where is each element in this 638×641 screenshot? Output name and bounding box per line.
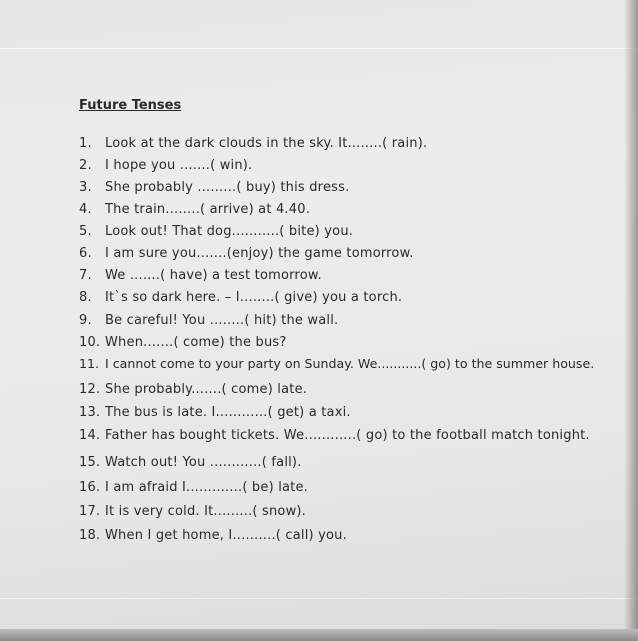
item-text: I hope you .......( win). <box>105 158 253 173</box>
exercise-item <box>79 382 307 397</box>
item-text: Be careful! You ........( hit) the wall. <box>105 313 339 328</box>
item-number: 12. <box>79 382 101 397</box>
exercise-item <box>79 428 590 443</box>
item-number: 2. <box>79 158 92 173</box>
exercise-item <box>79 202 310 217</box>
item-text: Watch out! You ............( fall). <box>105 455 302 470</box>
item-text: It is very cold. It.........( snow). <box>105 504 307 519</box>
item-text: Look at the dark clouds in the sky. It........( rain). <box>105 136 428 151</box>
exercise-item <box>79 504 306 519</box>
item-number: 1. <box>79 136 92 151</box>
exercise-item <box>79 405 351 420</box>
item-text: It`s so dark here. – I........( give) you a torch. <box>105 290 403 305</box>
item-number: 10. <box>79 335 101 350</box>
item-number: 13. <box>79 405 101 420</box>
exercise-item <box>79 455 302 470</box>
item-text: The train........( arrive) at 4.40. <box>105 202 311 217</box>
item-text: She probably.......( come) late. <box>105 382 308 397</box>
item-number: 17. <box>79 504 101 519</box>
exercise-item <box>79 158 252 173</box>
item-number: 18. <box>79 528 101 543</box>
item-text: When.......( come) the bus? <box>105 335 287 350</box>
item-number: 3. <box>79 180 92 195</box>
item-number: 6. <box>79 246 92 261</box>
exercise-item <box>79 224 353 239</box>
exercise-item <box>79 480 308 495</box>
item-text: She probably .........( buy) this dress. <box>105 180 350 195</box>
item-text: I cannot come to your party on Sunday. We...........( go) to the summer house. <box>105 356 595 371</box>
worksheet-title: Future Tenses <box>79 98 182 113</box>
item-number: 16. <box>79 480 101 495</box>
exercise-item <box>79 268 322 283</box>
exercise-item <box>79 290 402 305</box>
exercise-item <box>79 313 338 328</box>
item-text: We .......( have) a test tomorrow. <box>105 268 322 283</box>
item-text: The bus is late. I............( get) a taxi. <box>105 405 351 420</box>
item-number: 11. <box>79 356 100 371</box>
item-number: 5. <box>79 224 92 239</box>
item-text: Look out! That dog...........( bite) you. <box>105 224 354 239</box>
exercise-item <box>79 136 427 151</box>
item-text: Father has bought tickets. We............( go) to the football match tonight. <box>105 428 590 443</box>
exercise-item <box>79 528 347 543</box>
item-number: 9. <box>79 313 92 328</box>
exercise-item <box>79 180 349 195</box>
exercise-item <box>79 246 414 261</box>
item-text: When I get home, I..........( call) you. <box>105 528 347 543</box>
item-number: 7. <box>79 268 92 283</box>
item-number: 4. <box>79 202 92 217</box>
exercise-item <box>79 335 286 350</box>
item-number: 8. <box>79 290 92 305</box>
item-text: I am sure you.......(enjoy) the game tomorrow. <box>105 246 414 261</box>
item-number: 15. <box>79 455 101 470</box>
item-number: 14. <box>79 428 101 443</box>
exercise-item <box>79 356 594 371</box>
item-text: I am afraid I.............( be) late. <box>105 480 308 495</box>
